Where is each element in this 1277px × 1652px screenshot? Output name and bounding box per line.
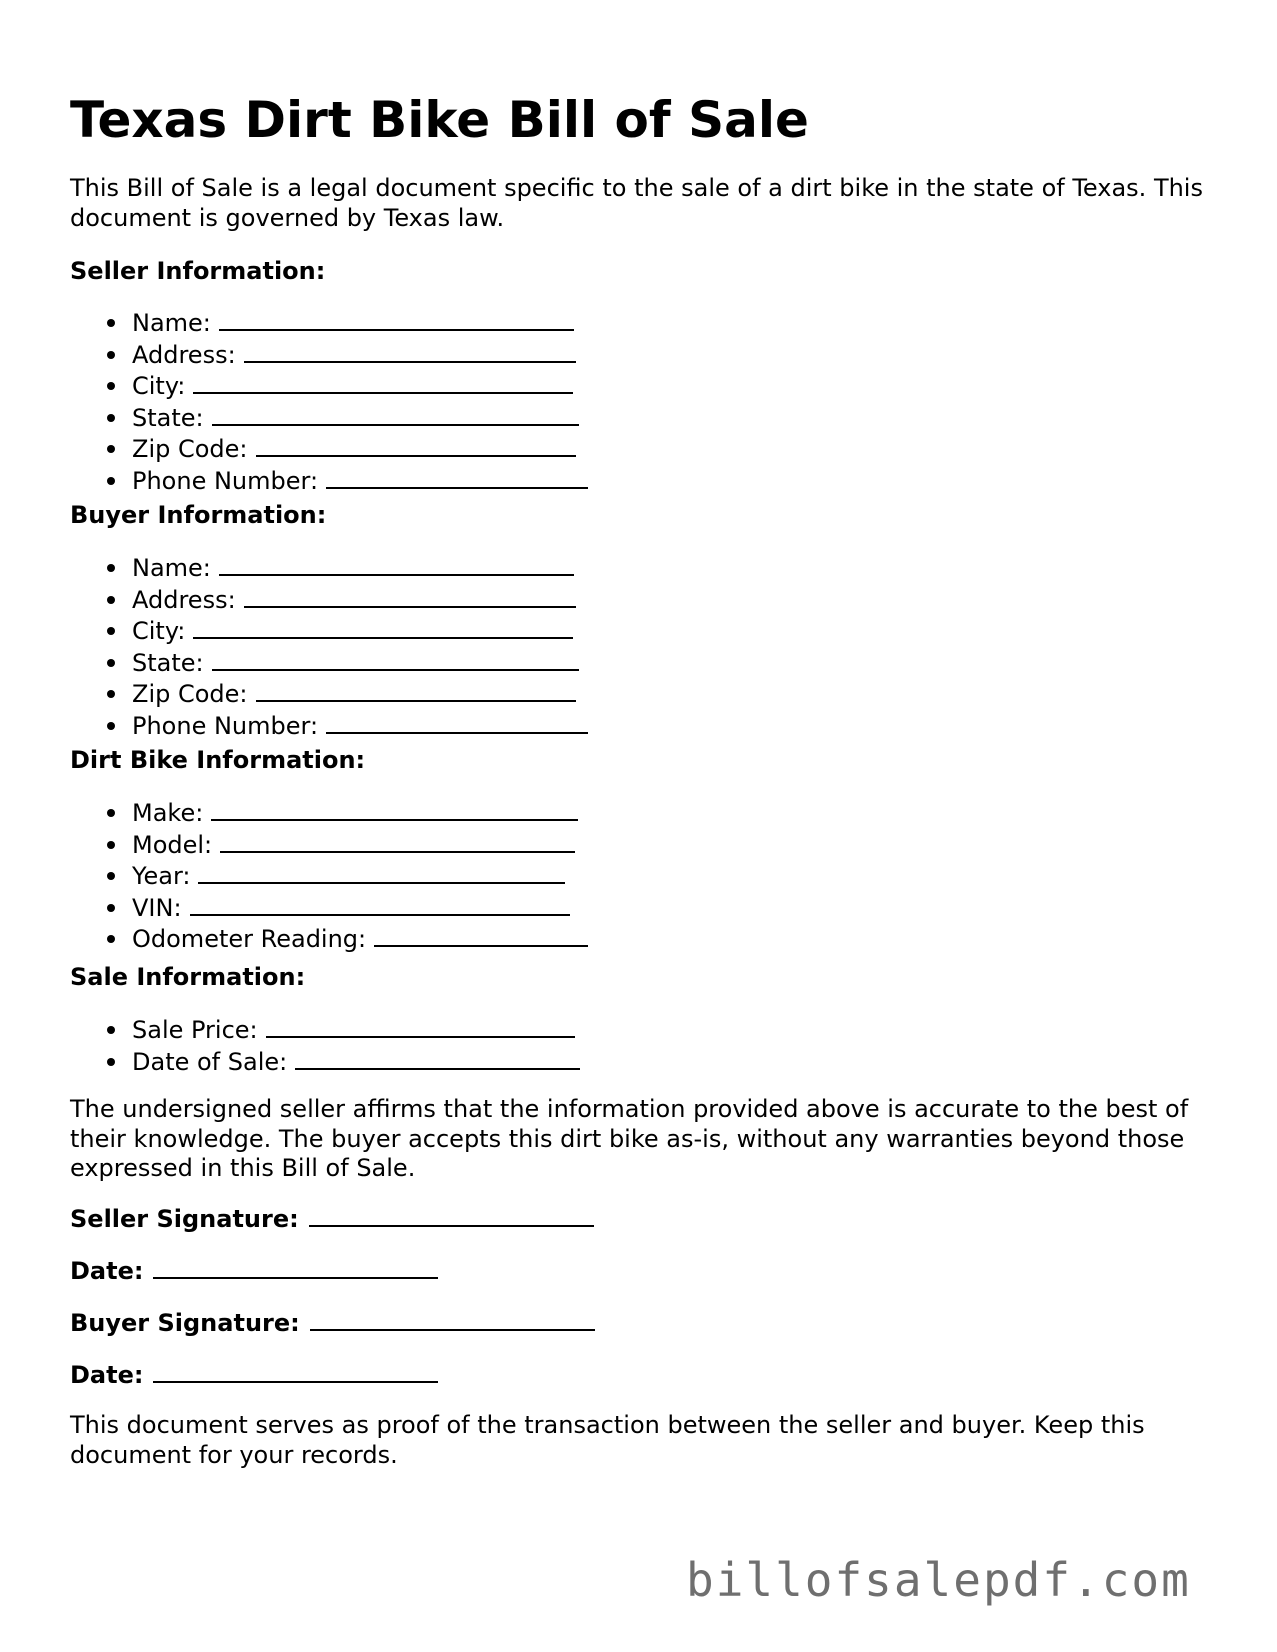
blank-line[interactable] (193, 615, 573, 639)
buyer-address-field[interactable]: Address: (132, 584, 588, 616)
bike-fields (70, 797, 588, 955)
blank-line[interactable] (309, 1203, 594, 1227)
bike-odometer-field[interactable]: Odometer Reading: (132, 923, 588, 955)
seller-heading: Seller Information: (70, 257, 326, 285)
sale-price-field[interactable]: Sale Price: (132, 1014, 580, 1046)
bike-model-field[interactable]: Model: (132, 829, 588, 861)
buyer-signature-line[interactable]: Buyer Signature: (70, 1307, 595, 1338)
blank-line[interactable] (219, 552, 574, 576)
blank-line[interactable] (190, 892, 570, 916)
sale-heading: Sale Information: (70, 963, 306, 991)
blank-line[interactable] (212, 647, 579, 671)
blank-line[interactable] (211, 797, 578, 821)
affirmation-paragraph: The undersigned seller affirms that the information provided above is accurate to the best of their knowledge. The buyer accepts this dirt bike as-is, without any warranties beyond those expressed in this Bill of Sale. (70, 1095, 1189, 1182)
blank-line[interactable] (244, 584, 576, 608)
buyer-state-field[interactable]: State: (132, 647, 588, 679)
seller-name-field[interactable]: Name: (132, 307, 588, 339)
blank-line[interactable] (256, 433, 576, 457)
blank-line[interactable] (266, 1014, 575, 1038)
buyer-heading: Buyer Information: (70, 501, 327, 529)
blank-line[interactable] (295, 1046, 580, 1070)
blank-line[interactable] (212, 402, 579, 426)
blank-line[interactable] (219, 307, 574, 331)
buyer-phone-field[interactable]: Phone Number: (132, 710, 588, 742)
seller-phone-field[interactable]: Phone Number: (132, 465, 588, 497)
watermark-text: billofsalepdf.com (686, 1553, 1191, 1607)
bike-vin-field[interactable]: VIN: (132, 892, 588, 924)
seller-date-line[interactable]: Date: (70, 1255, 438, 1286)
sale-date-field[interactable]: Date of Sale: (132, 1046, 580, 1078)
blank-line[interactable] (374, 923, 588, 947)
closing-paragraph: This document serves as proof of the transaction between the seller and buyer. Keep this document for your records. (70, 1411, 1145, 1469)
blank-line[interactable] (310, 1307, 595, 1331)
blank-line[interactable] (326, 710, 588, 734)
blank-line[interactable] (220, 829, 575, 853)
blank-line[interactable] (193, 370, 573, 394)
buyer-fields (70, 552, 588, 742)
blank-line[interactable] (326, 465, 588, 489)
seller-state-field[interactable]: State: (132, 402, 588, 434)
document-title: Texas Dirt Bike Bill of Sale (70, 91, 809, 149)
buyer-date-line[interactable]: Date: (70, 1359, 438, 1390)
sale-fields (70, 1014, 580, 1077)
buyer-zip-field[interactable]: Zip Code: (132, 678, 588, 710)
seller-fields (70, 307, 588, 497)
bike-year-field[interactable]: Year: (132, 860, 588, 892)
blank-line[interactable] (153, 1255, 438, 1279)
blank-line[interactable] (244, 339, 576, 363)
blank-line[interactable] (198, 860, 565, 884)
seller-signature-line[interactable]: Seller Signature: (70, 1203, 594, 1234)
buyer-city-field[interactable]: City: (132, 615, 588, 647)
bike-heading: Dirt Bike Information: (70, 746, 366, 774)
seller-city-field[interactable]: City: (132, 370, 588, 402)
buyer-name-field[interactable]: Name: (132, 552, 588, 584)
seller-zip-field[interactable]: Zip Code: (132, 433, 588, 465)
intro-paragraph: This Bill of Sale is a legal document specific to the sale of a dirt bike in the state of Texas. This document is governed by Texas law. (70, 174, 1203, 232)
bike-make-field[interactable]: Make: (132, 797, 588, 829)
blank-line[interactable] (256, 678, 576, 702)
blank-line[interactable] (153, 1359, 438, 1383)
seller-address-field[interactable]: Address: (132, 339, 588, 371)
